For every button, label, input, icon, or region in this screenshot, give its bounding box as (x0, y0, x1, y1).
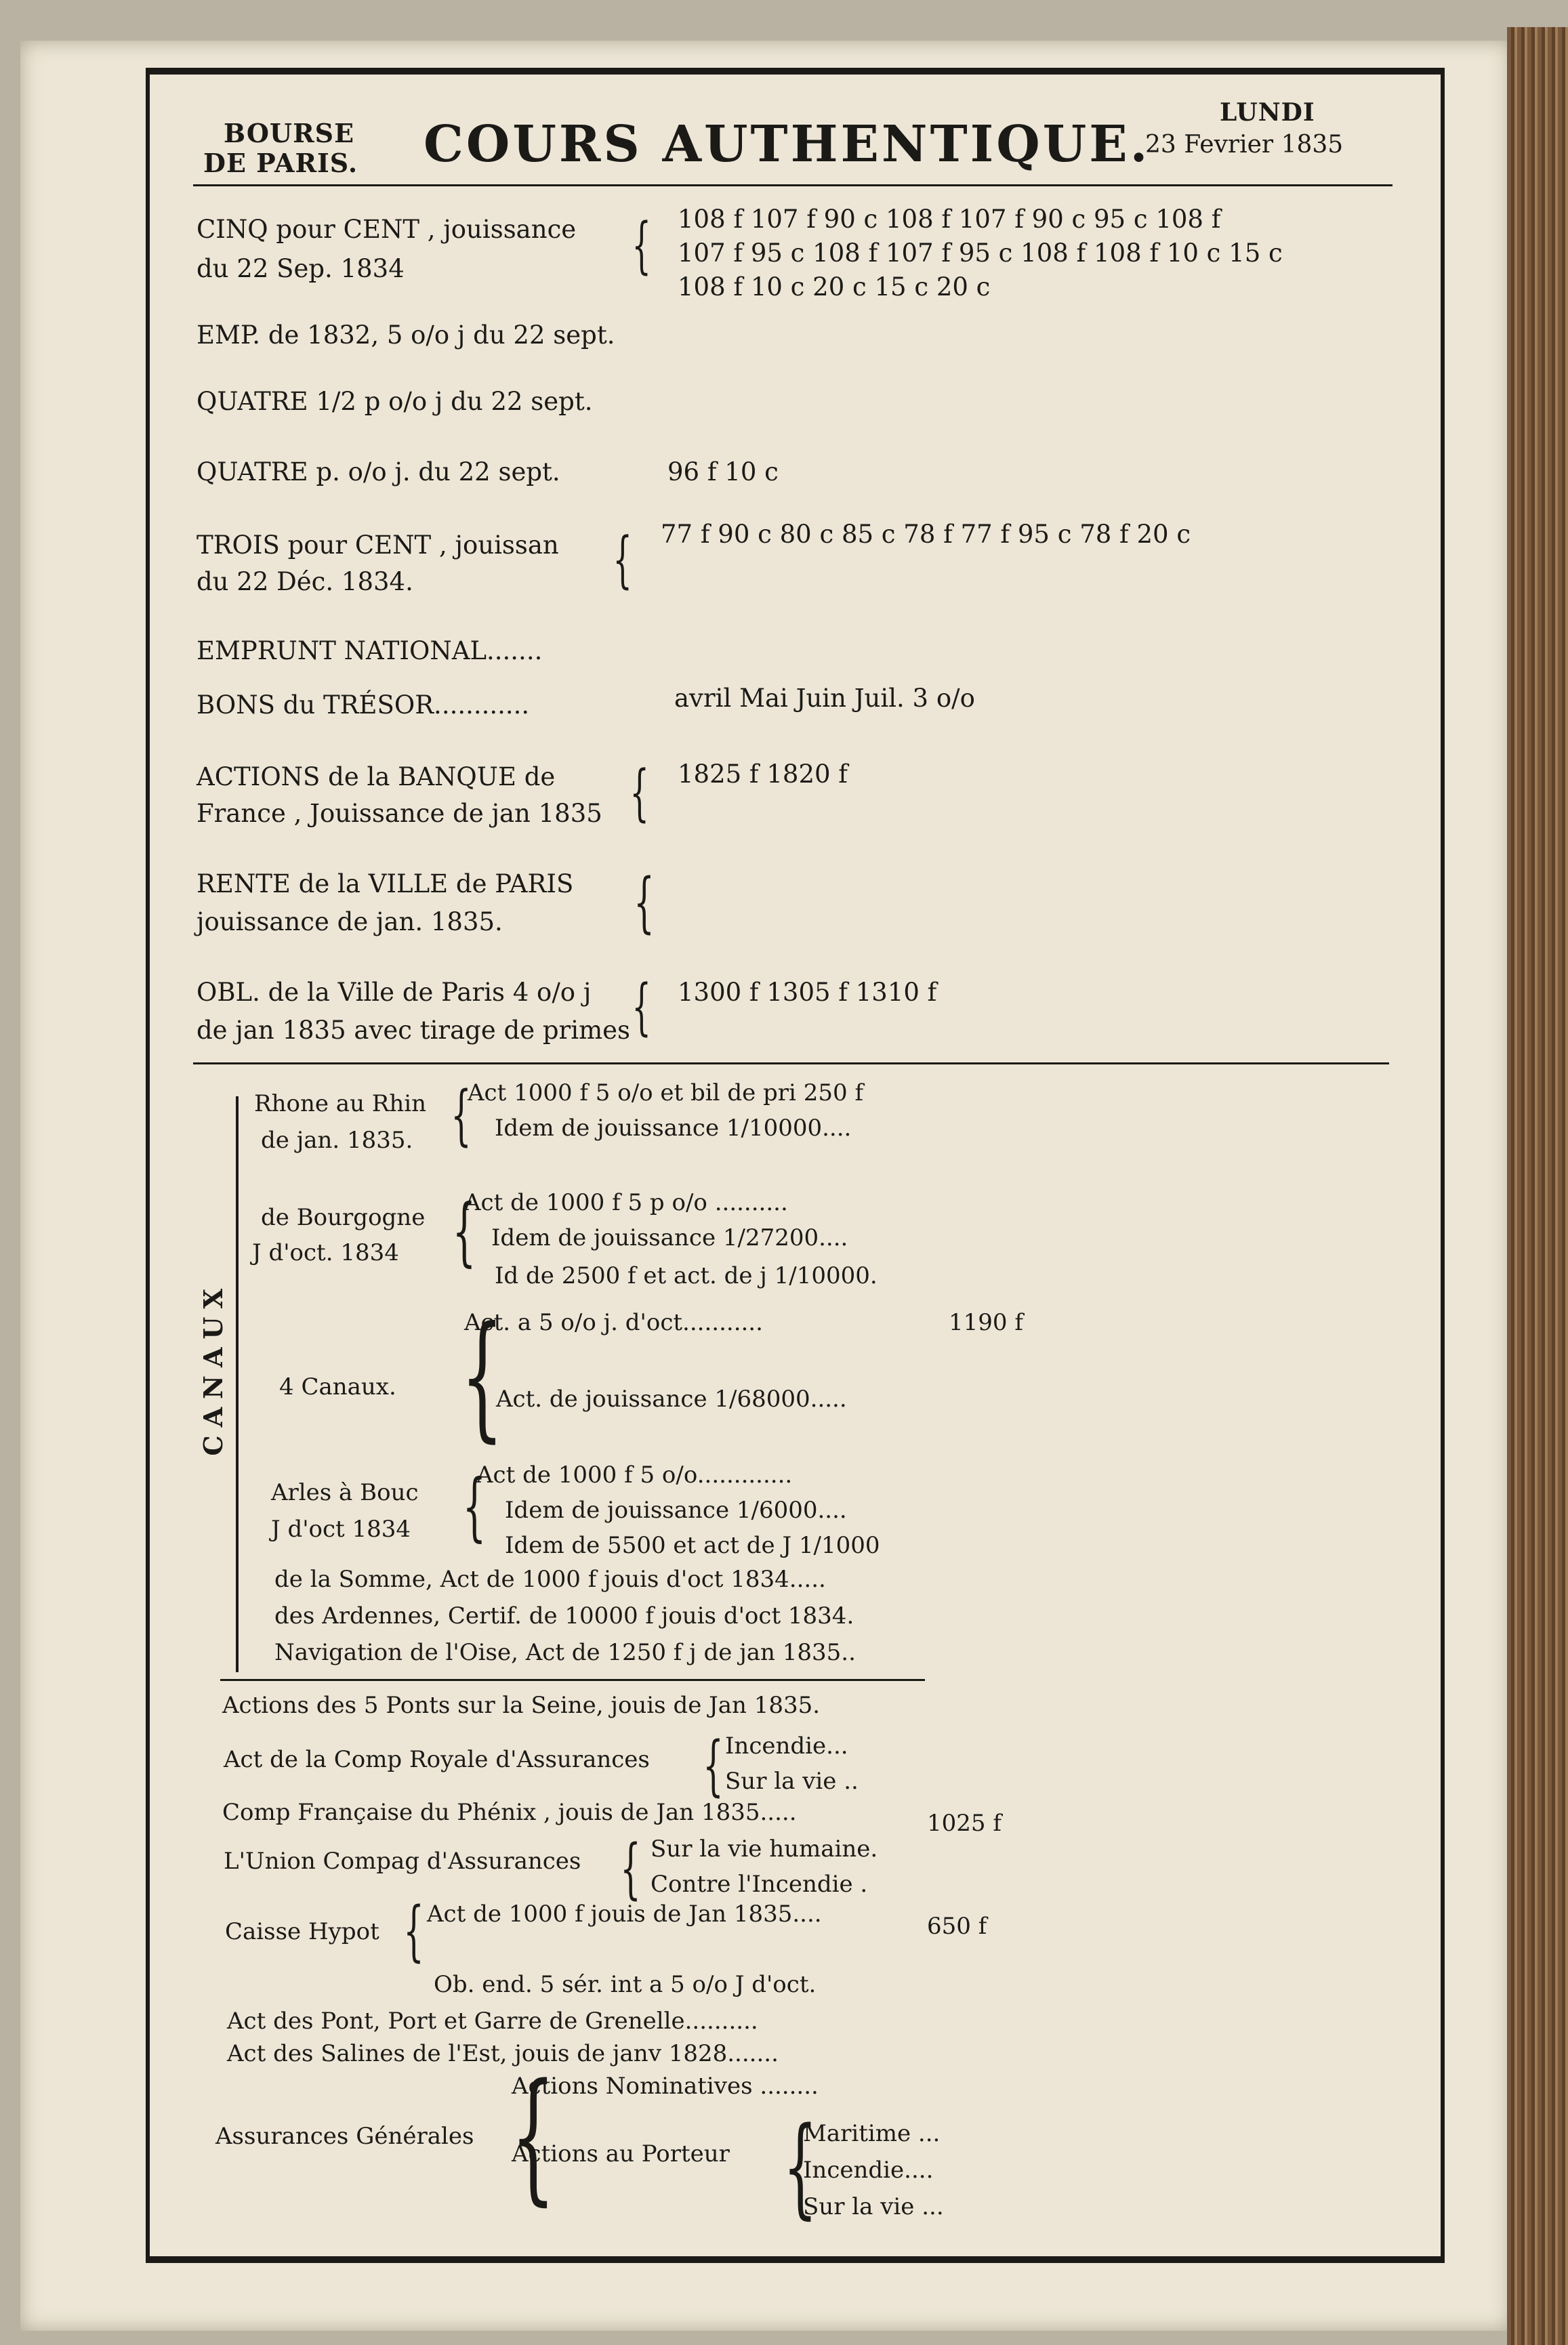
quatre-prices: 96 f 10 c (667, 457, 779, 486)
arles-row-3: Idem de 5500 et act de J 1/1000 (505, 1532, 880, 1559)
quatre-demi-name: QUATRE 1/2 p o/o j du 22 sept. (197, 387, 593, 416)
brace: { (632, 210, 651, 281)
brace: { (632, 972, 651, 1043)
rente-ville-name-2: jouissance de jan. 1835. (197, 907, 503, 936)
brace: { (703, 1728, 724, 1804)
union-row-2: Contre l'Incendie . (651, 1871, 868, 1898)
section-rule (193, 1062, 1389, 1064)
page-title: COURS AUTHENTIQUE. (424, 115, 1151, 173)
bourgogne-name-2: J d'oct. 1834 (252, 1239, 399, 1266)
quatre-canaux-name: 4 Canaux. (279, 1373, 396, 1400)
ponts-row: Actions des 5 Ponts sur la Seine, jouis de Jan 1835. (222, 1692, 821, 1719)
assurances-name: Assurances Générales (215, 2123, 474, 2150)
banque-prices: 1825 f 1820 f (678, 760, 848, 789)
bons-name: BONS du TRÉSOR............ (197, 690, 530, 720)
brace: { (452, 1188, 476, 1274)
rhone-row-2: Idem de jouissance 1/10000.... (495, 1115, 852, 1142)
caisse-row-2: Ob. end. 5 sér. int a 5 o/o J d'oct. (434, 1971, 817, 1998)
brace: { (462, 1463, 487, 1550)
assurances-nominatives: Actions Nominatives ........ (512, 2073, 819, 2100)
brace: { (451, 1077, 472, 1153)
arles-name-1: Arles à Bouc (271, 1479, 419, 1506)
brace: { (630, 758, 649, 829)
cinq-prices-1: 108 f 107 f 90 c 108 f 107 f 90 c 95 c 108 f (678, 205, 1221, 234)
pont-grenelle-row: Act des Pont, Port et Garre de Grenelle.......... (227, 2008, 758, 2035)
bourgogne-name-1: de Bourgogne (261, 1204, 426, 1231)
arles-row-1: Act de 1000 f 5 o/o............. (476, 1461, 793, 1489)
somme-row: de la Somme, Act de 1000 f jouis d'oct 1834..... (274, 1566, 826, 1593)
cinq-name-1: CINQ pour CENT , jouissance (197, 215, 577, 244)
brace: { (783, 2103, 818, 2230)
union-name: L'Union Compag d'Assurances (224, 1848, 581, 1875)
brace: { (613, 524, 632, 596)
salines-row: Act des Salines de l'Est, jouis de janv 1828....... (227, 2040, 779, 2067)
canaux-bracket (236, 1096, 239, 1672)
brace: { (510, 2053, 556, 2219)
trois-prices: 77 f 90 c 80 c 85 c 78 f 77 f 95 c 78 f 20 c (661, 520, 1191, 549)
cinq-name-2: du 22 Sep. 1834 (197, 254, 405, 283)
banque-name-2: France , Jouissance de jan 1835 (197, 799, 602, 828)
date-label: 23 Fevrier 1835 (1145, 131, 1344, 159)
de-paris-label: DE PARIS. (203, 148, 358, 178)
bourse-label: BOURSE (224, 118, 355, 148)
rente-ville-name-1: RENTE de la VILLE de PARIS (197, 869, 574, 898)
cinq-prices-2: 107 f 95 c 108 f 107 f 95 c 108 f 108 f 10 c 15 c (678, 238, 1283, 268)
assurances-vie: Sur la vie ... (803, 2193, 944, 2220)
rhone-name-2: de jan. 1835. (261, 1127, 413, 1154)
bourgogne-row-2: Idem de jouissance 1/27200.... (491, 1224, 848, 1251)
trois-name-2: du 22 Déc. 1834. (197, 567, 413, 596)
caisse-price: 650 f (927, 1913, 987, 1940)
arles-name-2: J d'oct 1834 (271, 1516, 411, 1543)
canaux-label: CANAUX (198, 1281, 228, 1456)
phenix-price: 1025 f (927, 1810, 1002, 1837)
bourgogne-row-1: Act de 1000 f 5 p o/o .......... (464, 1189, 788, 1216)
emp-1832-name: EMP. de 1832, 5 o/o j du 22 sept. (197, 320, 615, 350)
quatre-canaux-row-2: Act. de jouissance 1/68000..... (496, 1386, 847, 1413)
book-edge (1507, 27, 1568, 2345)
brace: { (634, 865, 655, 940)
emprunt-name: EMPRUNT NATIONAL....... (197, 636, 543, 665)
royale-name: Act de la Comp Royale d'Assurances (224, 1746, 650, 1773)
assurances-maritime: Maritime ... (803, 2120, 941, 2147)
obl-name-1: OBL. de la Ville de Paris 4 o/o j (197, 978, 592, 1007)
royale-row-2: Sur la vie .. (725, 1768, 859, 1795)
phenix-name: Comp Française du Phénix , jouis de Jan 1835..... (222, 1799, 797, 1826)
header-rule (193, 184, 1392, 186)
ardennes-row: des Ardennes, Certif. de 10000 f jouis d'oct 1834. (274, 1602, 854, 1630)
bons-prices: avril Mai Juin Juil. 3 o/o (674, 684, 975, 713)
caisse-name: Caisse Hypot (225, 1918, 379, 1945)
quatre-canaux-row-1: Act. a 5 o/o j. d'oct........... (464, 1309, 763, 1336)
bourgogne-row-3: Id de 2500 f et act. de j 1/10000. (495, 1262, 878, 1289)
assurances-porteur: Actions au Porteur (512, 2140, 730, 2167)
oise-row: Navigation de l'Oise, Act de 1250 f j de jan 1835.. (274, 1639, 856, 1666)
arles-row-2: Idem de jouissance 1/6000.... (505, 1497, 847, 1524)
day-label: LUNDI (1220, 98, 1315, 127)
obl-prices: 1300 f 1305 f 1310 f (678, 978, 937, 1007)
trois-name-1: TROIS pour CENT , jouissan (197, 531, 559, 560)
brace: { (620, 1831, 641, 1907)
obl-name-2: de jan 1835 avec tirage de primes (197, 1016, 631, 1045)
brace: { (403, 1893, 424, 1969)
quatre-canaux-price: 1190 f (949, 1309, 1023, 1336)
union-row-1: Sur la vie humaine. (651, 1835, 878, 1863)
caisse-row-1: Act de 1000 f jouis de Jan 1835.... (427, 1901, 822, 1928)
banque-name-1: ACTIONS de la BANQUE de (197, 762, 556, 791)
brace: { (460, 1298, 504, 1455)
canaux-end-rule (220, 1679, 925, 1681)
rhone-name-1: Rhone au Rhin (254, 1090, 427, 1117)
assurances-incendie: Incendie.... (803, 2157, 934, 2184)
cinq-prices-3: 108 f 10 c 20 c 15 c 20 c (678, 272, 991, 302)
royale-row-1: Incendie... (725, 1732, 848, 1760)
quatre-name: QUATRE p. o/o j. du 22 sept. (197, 457, 560, 486)
rhone-row-1: Act 1000 f 5 o/o et bil de pri 250 f (468, 1079, 864, 1106)
